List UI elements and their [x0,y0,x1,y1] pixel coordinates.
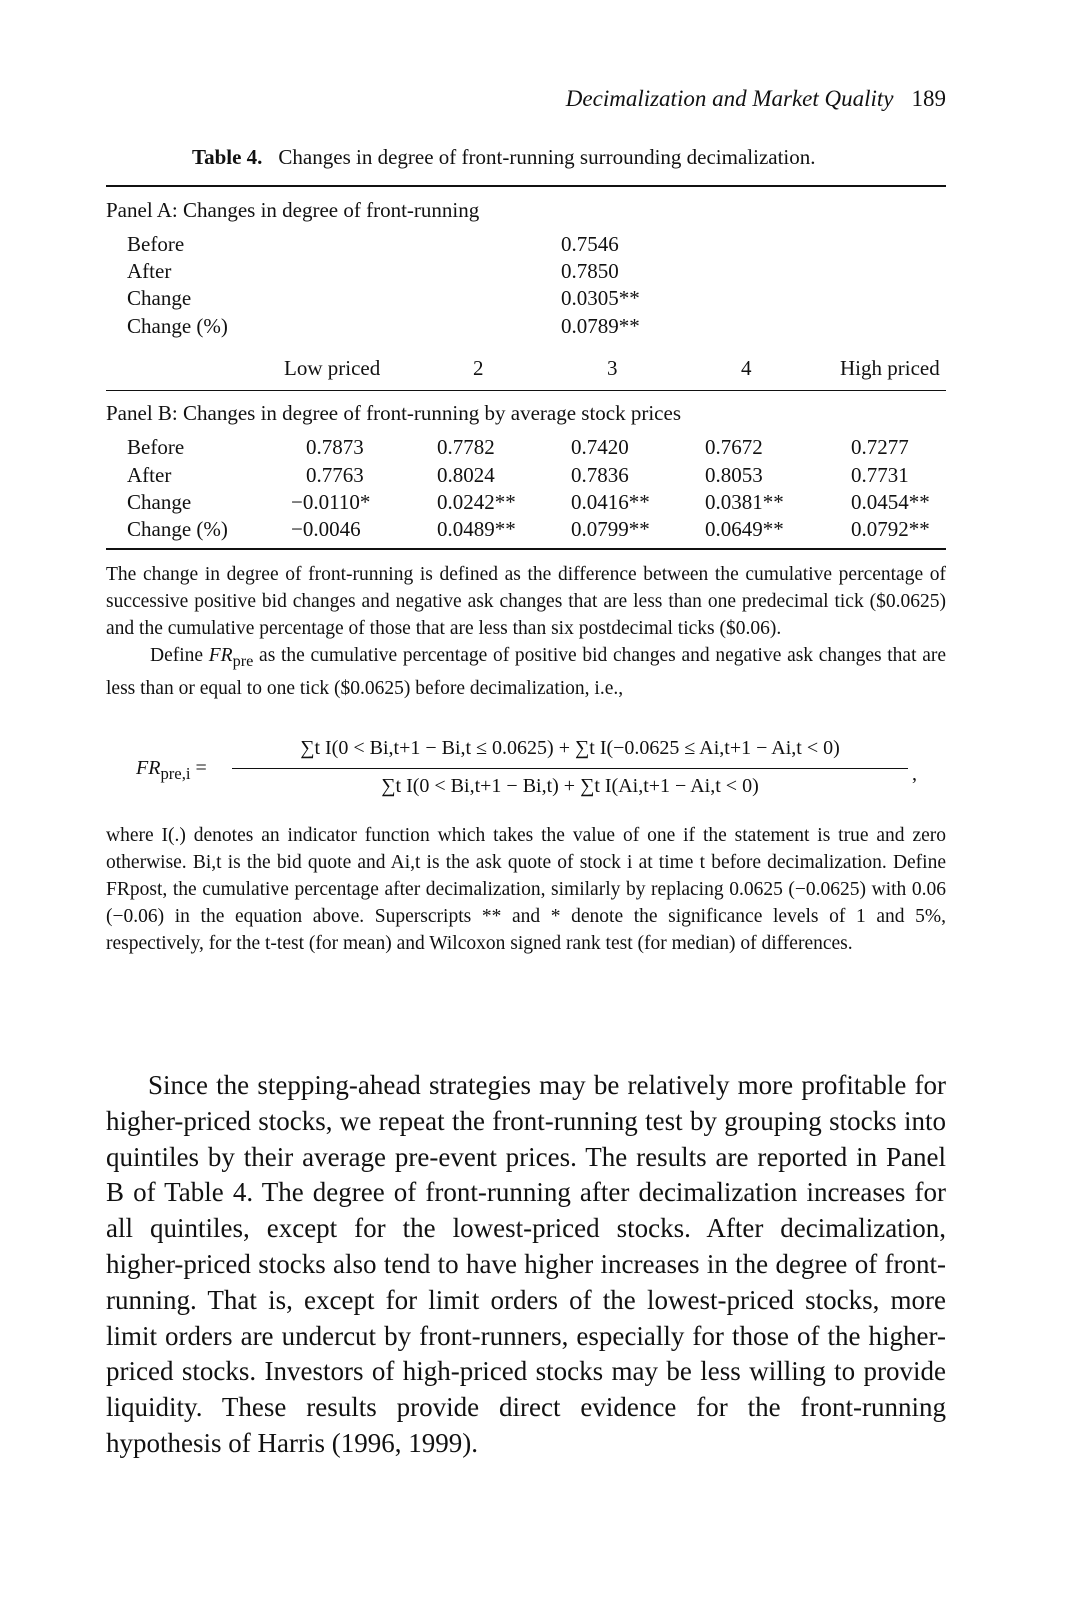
table-cell: 0.7763 [306,463,364,487]
table-cell: 0.7873 [306,435,364,459]
column-header: 4 [741,356,752,380]
column-header: High priced [840,356,940,380]
running-head [566,86,946,112]
table-title [192,145,816,170]
lhs-symbol: FR [136,757,161,779]
note-text: Define [150,645,209,666]
column-header: 2 [473,356,484,380]
fraction-bar [232,768,908,769]
table-label: Table 4. [192,145,263,169]
table-cell: 0.7836 [571,463,629,487]
panel-a-row-value: 0.0305** [561,286,640,310]
panel-b-row-label: Change (%) [127,517,228,541]
table-cell: −0.0046 [291,517,361,541]
table-cell: 0.0242** [437,490,516,514]
panel-a-row-value: 0.7546 [561,232,619,256]
panel-a-row-label: Change [127,286,192,310]
equation-lhs [136,757,207,784]
fr-symbol: FR [208,645,233,666]
lhs-subscript: pre,i [160,764,191,783]
equation-denominator: ∑t I(0 < Bi,t+1 − Bi,t) + ∑t I(Ai,t+1 − Ai,t < 0) [381,775,759,797]
table-cell: 0.0792** [851,517,930,541]
fr-subscript: pre [232,651,254,670]
note-paragraph-3: where I(.) denotes an indicator function which takes the value of one if the statement is true and zero otherwise. Bi,t is the bid quote and Ai,t is the ask quote of stock i at time t before decimalization. Define FRpost, the cumulative percentage after decimalization, similarly by replacing 0.0625 (−0.0625) with 0.06 (−0.06) in the equation above. Superscripts ** and * denote the significance levels of 1 and 5%, respectively, for the t-test (for mean) and Wilcoxon signed rank test (for median) of differences. [106,825,946,954]
note-paragraph-2 [106,642,946,702]
table-cell: 0.8024 [437,463,495,487]
panel-b-row-label: Change [127,490,192,514]
table-note-explanation [106,822,946,957]
note-paragraph-1: The change in degree of front-running is defined as the difference between the cumulative percentage of successive positive bid changes and negative ask changes that are less than one predecimal tick ($0.0625) and the cumulative percentage of those that are less than six postdecimal ticks ($0.06). [106,564,946,639]
panel-a-row-label: Before [127,232,185,256]
table-cell: −0.0110* [291,490,371,514]
table-bottom-rule [106,548,946,550]
column-header: 3 [607,356,618,380]
note-text: as the cumulative percentage of positive bid changes and negative ask changes that are less than or equal to one tick ($0.0625) before decimalization, i.e., [106,645,946,699]
table-cell: 0.7782 [437,435,495,459]
table-cell: 0.0799** [571,517,650,541]
panel-a-row-label: Change (%) [127,314,228,338]
table-cell: 0.8053 [705,463,763,487]
table-note-definition [106,561,946,702]
panel-b-header-rule [106,390,946,391]
panel-a-title: Panel A: Changes in degree of front-running [106,198,480,222]
page-number: 189 [911,86,946,111]
panel-a-row-value: 0.7850 [561,259,619,283]
panel-b-row-label: Before [127,435,185,459]
table-cell: 0.0649** [705,517,784,541]
panel-b-row-label: After [127,463,172,487]
equals-sign: = [190,757,207,779]
table-cell: 0.0381** [705,490,784,514]
panel-a-row-label: After [127,259,172,283]
table-cell: 0.0454** [851,490,930,514]
table-cell: 0.7420 [571,435,629,459]
equation-numerator: ∑t I(0 < Bi,t+1 − Bi,t ≤ 0.0625) + ∑t I(−0.0625 ≤ Ai,t+1 − Ai,t < 0) [300,737,840,759]
panel-a-row-value: 0.0789** [561,314,640,338]
column-header: Low priced [284,356,381,380]
table-cell: 0.7731 [851,463,909,487]
table-cell: 0.7277 [851,435,909,459]
body-paragraph-text: Since the stepping-ahead strategies may be relatively more profitable for higher-priced stocks, we repeat the front-running test by grouping stocks into quintiles by their average pre-event prices. The results are reported in Panel B of Table 4. The degree of front-running after decimalization increases for all quintiles, except for the lowest-priced stocks. After decimalization, higher-priced stocks also tend to have higher increases in the degree of front-running. That is, except for limit orders of the lowest-priced stocks, more limit orders are undercut by front-runners, especially for those of the higher-priced stocks. Investors of high-priced stocks may be less willing to provide liquidity. These results provide direct evidence for the front-running hypothesis of Harris (1996, 1999). [106,1070,946,1458]
table-cell: 0.7672 [705,435,763,459]
running-head-title: Decimalization and Market Quality [565,86,894,111]
table-caption: Changes in degree of front-running surrounding decimalization. [278,145,816,169]
equation-comma: , [912,763,917,785]
table-top-rule [106,185,946,187]
table-cell: 0.0489** [437,517,516,541]
equation-fr-pre [106,735,946,805]
table-cell: 0.0416** [571,490,650,514]
panel-b-title: Panel B: Changes in degree of front-running by average stock prices [106,401,681,425]
body-paragraph [106,1068,946,1462]
